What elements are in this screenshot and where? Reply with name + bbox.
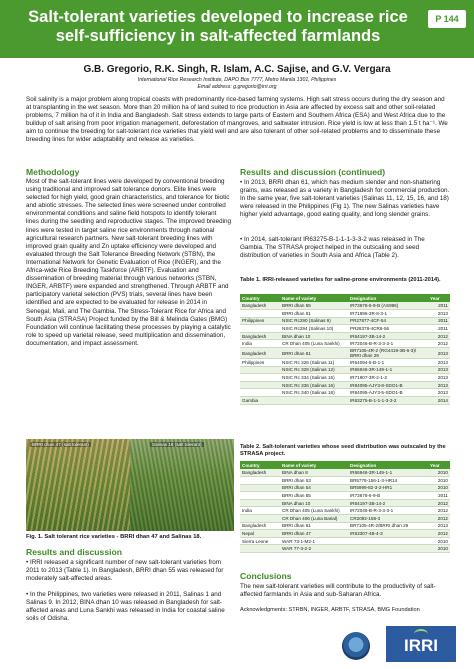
table-1-header-country: Country: [240, 294, 280, 302]
designation-cell: IR66946-3R-149-1-1: [348, 366, 428, 374]
country-cell: [240, 515, 280, 523]
country-cell: [240, 366, 280, 374]
designation-cell: [348, 545, 428, 553]
variety-cell: BINA dhan 10: [280, 499, 348, 507]
variety-cell: BRRI dhan 61: [280, 348, 348, 359]
table-row: [240, 477, 450, 485]
table-row: [240, 366, 450, 374]
irri-logo: [386, 626, 456, 662]
country-cell: Bangladesh: [240, 469, 280, 477]
variety-cell: [280, 397, 348, 405]
country-cell: Gambia: [240, 397, 280, 405]
variety-cell: BRRI dhan 55: [280, 492, 348, 500]
year-cell: 2013: [428, 348, 450, 359]
country-cell: [240, 484, 280, 492]
year-cell: 2014: [428, 397, 450, 405]
designation-cell: BR5999-82-3-2-HR1: [348, 484, 428, 492]
year-cell: 2012: [428, 530, 450, 538]
variety-cell: NSIC Rc 328 (Salinas 12): [280, 366, 348, 374]
country-cell: Bangladesh: [240, 332, 280, 340]
country-cell: [240, 545, 280, 553]
table-row: [240, 325, 450, 333]
country-cell: India: [240, 507, 280, 515]
variety-cell: CR Dhan 405 (Luna Sankhi): [280, 340, 348, 348]
results-bullet-1: • IRRI released a significant number of new salt-tolerant varieties from 2011 to 2013 (Table 1). In Bangladesh, BRRI dhan 55 was released for moderately salt-affected areas.: [26, 559, 224, 583]
table-row: [240, 340, 450, 348]
designation-cell: IR64197-3B-14-2: [348, 499, 428, 507]
year-cell: 2011: [428, 302, 450, 310]
designation-cell: BR7105-4R-2 (RG4419-3B-6-3)/ BRRI dhan 29: [348, 348, 428, 359]
table-row: [240, 317, 450, 325]
conclusions-heading: Conclusions: [240, 571, 292, 581]
year-cell: 2011: [428, 492, 450, 500]
country-cell: [240, 374, 280, 382]
country-cell: Bangladesh: [240, 522, 280, 530]
table-row: [240, 397, 450, 405]
table-1-header-variety: Name of variety: [280, 294, 348, 302]
photo-label-right: Salinas 18 (salt tolerant): [152, 442, 202, 447]
country-cell: [240, 310, 280, 318]
country-cell: [240, 381, 280, 389]
country-cell: [240, 477, 280, 485]
designation-cell: IR73678-6-9-B: [348, 492, 428, 500]
table-row: [240, 469, 450, 477]
country-cell: [240, 492, 280, 500]
country-cell: [240, 499, 280, 507]
rice-stalk-icon: [414, 629, 428, 639]
methodology-heading: Methodology: [26, 167, 80, 177]
designation-cell: IR72046-B-R-3-3-3-1: [348, 340, 428, 348]
table-row: [240, 484, 450, 492]
variety-cell: NSIC Rc 326 (Salinas 11): [280, 359, 348, 367]
table-1-header-designation: Designation: [348, 294, 428, 302]
table-row: [240, 530, 450, 538]
table-row: [240, 492, 450, 500]
year-cell: 2012: [428, 332, 450, 340]
year-cell: 2011: [428, 325, 450, 333]
photo-label-left: BRRI dhan 47 (salt tolerant): [32, 442, 89, 447]
affiliation: [0, 77, 474, 91]
designation-cell: IR84095-AJY3-5-SDO1-B: [348, 389, 428, 397]
methodology-text: Most of the salt-tolerant lines were developed by conventional breeding using traditional and improved salt tolerance donors. Elite lines were selected for high yield, good grain characteristics, and tolerance for biotic and abiotic stresses. The selected lines were screened under controlled environmental conditions and saline field hotspots to identify tolerant lines during the seedling and reproductive stages. The improved breeding lines were tested in target saline rice environments through national agricultural research partners. New salt-tolerant breeding lines with improved grain quality and Zn uptake efficiency were developed and evaluated through the Salt Tolerance Breeding Network (STBN), the International Network for Genetic Evaluation of Rice (INGER), and the Africa-wide Rice Breeding Taskforce (ARBTF). Evaluation and dissemination of breeding material through various networks (STBN, INGER, ARBTF) were expanded and strengthened. Through ARBTF and participatory varietal selection (PVS) trials, several lines have been identified and are expected to be evaluated for release in 2014 in Senegal, Mali, and The Gambia. The Stress-Tolerant Rice for Africa and South Asia (STRASA) Project funded by the Bill & Melinda Gates (BMG) Foundation will continue facilitating these processes by playing a catalytic role to speed up varietal release, seed multiplication and dissemination, documentation, and impact assessment.: [26, 178, 232, 347]
country-cell: Philippines: [240, 359, 280, 367]
variety-cell: BRRI dhan 53: [280, 477, 348, 485]
country-cell: Philippines: [240, 317, 280, 325]
variety-cell: WAR 73-1-M2-1: [280, 537, 348, 545]
conclusions-text: The new salt-tolerant varieties will contribute to the productivity of salt-affected farmlands in Asia and sub-Saharan Africa.: [240, 583, 436, 599]
table-2-header-country: Country: [240, 461, 280, 469]
year-cell: 2013: [428, 359, 450, 367]
designation-cell: PR27877-4CF-54: [348, 317, 428, 325]
table-row: [240, 507, 450, 515]
table-2: [240, 461, 450, 553]
year-cell: 2012: [428, 515, 450, 523]
rice-varieties-photo: [26, 439, 234, 531]
partner-seal-logo: [342, 632, 370, 660]
year-cell: 2010: [428, 545, 450, 553]
year-cell: 2010: [428, 469, 450, 477]
title-banner: [0, 0, 474, 58]
results-continued-bullet-2: • In 2014, salt-tolerant IR63275-B-1-1-1-3-3-2 was released in The Gambia. The STRASA project helped in the outscaling and seed distribution of varieties in South Asia and Africa (Table 2).: [240, 236, 425, 260]
table-row: [240, 374, 450, 382]
variety-cell: NSIC Rc290 (Salinas 9): [280, 317, 348, 325]
photo-salinas-18: [130, 439, 234, 531]
photo-brri-dhan-47: [26, 439, 130, 531]
year-cell: 2012: [428, 507, 450, 515]
year-cell: 2013: [428, 381, 450, 389]
results-heading: Results and discussion: [26, 547, 122, 557]
designation-cell: BR5778-156-1-3-HR14: [348, 477, 428, 485]
intro-paragraph: Soil salinity is a major problem along tropical coasts with predominantly rice-based farming systems. High salt stress occurs during the dry season and at transplanting in the wet season. More than 20 million ha of land suited to rice production in Asia are affected by excess salt and other soil-related problems, 7 million ha of it in India and Bangladesh. Salt stress extends to large parts of Eastern and Southern Africa (ESA) and West Africa due to the buildup of salt arising from poor irrigation management, deforestation of mangroves, and saltwater intrusion. Rice yield is low at less than 1.5 t ha⁻¹. We aim to continue the breeding for salt-tolerant rice varieties that yield well and are also tolerant of other soil-related problems and to disseminate these breeding lines for wider adaptability and release as varieties.: [26, 96, 448, 143]
results-continued-heading: Results and discussion (continued): [240, 167, 386, 177]
variety-cell: BRRI dhan 47: [280, 530, 348, 538]
variety-cell: NSIC Rc294 (Salinas 10): [280, 325, 348, 333]
year-cell: 2011: [428, 317, 450, 325]
variety-cell: BINA dhan 8: [280, 469, 348, 477]
variety-cell: NSIC Rc 340 (Salinas 18): [280, 389, 348, 397]
year-cell: 2013: [428, 366, 450, 374]
variety-cell: BRRI dhan 61: [280, 310, 348, 318]
variety-cell: WAR 77-3-2-2: [280, 545, 348, 553]
designation-cell: IR64197-3B-14-2: [348, 332, 428, 340]
year-cell: 2010: [428, 484, 450, 492]
country-cell: Bangladesh: [240, 302, 280, 310]
year-cell: 2010: [428, 477, 450, 485]
variety-cell: CR Dhan 405 (Luna Sankhi): [280, 507, 348, 515]
table-row: [240, 515, 450, 523]
table-row: [240, 522, 450, 530]
figure-caption: Fig. 1. Salt tolerant rice varieties - BRRI dhan 47 and Salinas 18.: [26, 534, 202, 540]
table-row: [240, 381, 450, 389]
country-cell: Nepal: [240, 530, 280, 538]
table-row: [240, 545, 450, 553]
year-cell: 2012: [428, 340, 450, 348]
designation-cell: IR63307-4B-4-3: [348, 530, 428, 538]
table-row: [240, 332, 450, 340]
variety-cell: BRRI dhan 54: [280, 484, 348, 492]
affiliation-address: International Rice Research Institute, DAPO Box 7777, Metro Manila 1301, Philippines: [137, 77, 337, 83]
designation-cell: IR63275-B-1-1-1-3-3-2: [348, 397, 428, 405]
table-1-header-year: Year: [428, 294, 450, 302]
variety-cell: NSIC Rc 336 (Salinas 16): [280, 381, 348, 389]
variety-cell: BRRI dhan 55: [280, 302, 348, 310]
country-cell: Sierra Leone: [240, 537, 280, 545]
author-list: G.B. Gregorio, R.K. Singh, R. Islam, A.C. Sajise, and G.V. Vergara: [83, 64, 391, 75]
poster-number-badge: P 144: [428, 10, 466, 28]
poster-title: Salt-tolerant varieties developed to increase rice self-sufficiency in salt-affected farmlands: [28, 8, 408, 45]
acknowledgments: Acknowledgments: STRBN, INGER, ARBTF, STRASA, BMG Foundation: [240, 607, 420, 613]
variety-cell: CR Dhan 406 (Luna Barial): [280, 515, 348, 523]
variety-cell: BRRI dhan 61: [280, 522, 348, 530]
variety-cell: BINA dhan 10: [280, 332, 348, 340]
designation-cell: IR73678-6-9-B (AS996): [348, 302, 428, 310]
country-cell: [240, 325, 280, 333]
designation-cell: IR72046-B-R-3-3-3-1: [348, 507, 428, 515]
year-cell: 2013: [428, 310, 450, 318]
table-row: [240, 499, 450, 507]
country-cell: Bangladesh: [240, 348, 280, 359]
year-cell: 2013: [428, 522, 450, 530]
table-row: [240, 310, 450, 318]
table-2-header-variety: Name of variety: [280, 461, 348, 469]
irri-logo-text: IRRI: [404, 636, 438, 655]
table-row: [240, 302, 450, 310]
table-1-caption: Table 1. IRRI-released varieties for saline-prone environments (2011-2014).: [240, 277, 441, 283]
year-cell: 2012: [428, 499, 450, 507]
affiliation-email[interactable]: Email address: g.gregorio@irri.org: [197, 84, 277, 90]
year-cell: 2013: [428, 389, 450, 397]
designation-cell: IR71896-3R-8-3-1: [348, 310, 428, 318]
designation-cell: [348, 537, 428, 545]
designation-cell: IR66946-3R-149-1-1: [348, 469, 428, 477]
results-bullet-2: • In the Philippines, two varieties were released in 2011, Salinas 1 and Salinas 9. In 2012, BINA dhan 10 was released in Bangladesh for salt-affected areas and Luna Sankhi was released in India for coastal saline soils of Odisha.: [26, 591, 225, 623]
table-2-caption: Table 2. Salt-tolerant varieties whose seed distribution was outscaled by the STRASA project.: [240, 444, 446, 457]
designation-cell: IR71907-3R-2-1-2: [348, 374, 428, 382]
table-row: [240, 359, 450, 367]
country-cell: India: [240, 340, 280, 348]
designation-cell: IR64094-5-B-1-1: [348, 359, 428, 367]
designation-cell: CR2092-158-3: [348, 515, 428, 523]
year-cell: 2010: [428, 537, 450, 545]
table-2-header-year: Year: [428, 461, 450, 469]
designation-cell: PR28378-4CR6-56: [348, 325, 428, 333]
variety-cell: NSIC Rc 334 (Salinas 15): [280, 374, 348, 382]
table-row: [240, 537, 450, 545]
designation-cell: BR7105-4R-2/BRRI dhan 29: [348, 522, 428, 530]
table-1: [240, 294, 450, 405]
designation-cell: IR84095-AJY3-8-SDO1-B: [348, 381, 428, 389]
table-row: [240, 389, 450, 397]
country-cell: [240, 389, 280, 397]
year-cell: 2013: [428, 374, 450, 382]
results-continued-bullet-1: • In 2013, BRRI dhan 61, which has medium slender and non-shattering grains, was released as a variety in Bangladesh for commercial production. In the same year, five salt-tolerant varieties (Salinas 11, 12, 15, 16, and 18) were released in the Philippines (Fig 1). The new Salinas varieties have higher yield advantage, good eating quality, and long slender grains.: [240, 179, 450, 219]
table-row: [240, 348, 450, 359]
table-2-header-designation: Designation: [348, 461, 428, 469]
